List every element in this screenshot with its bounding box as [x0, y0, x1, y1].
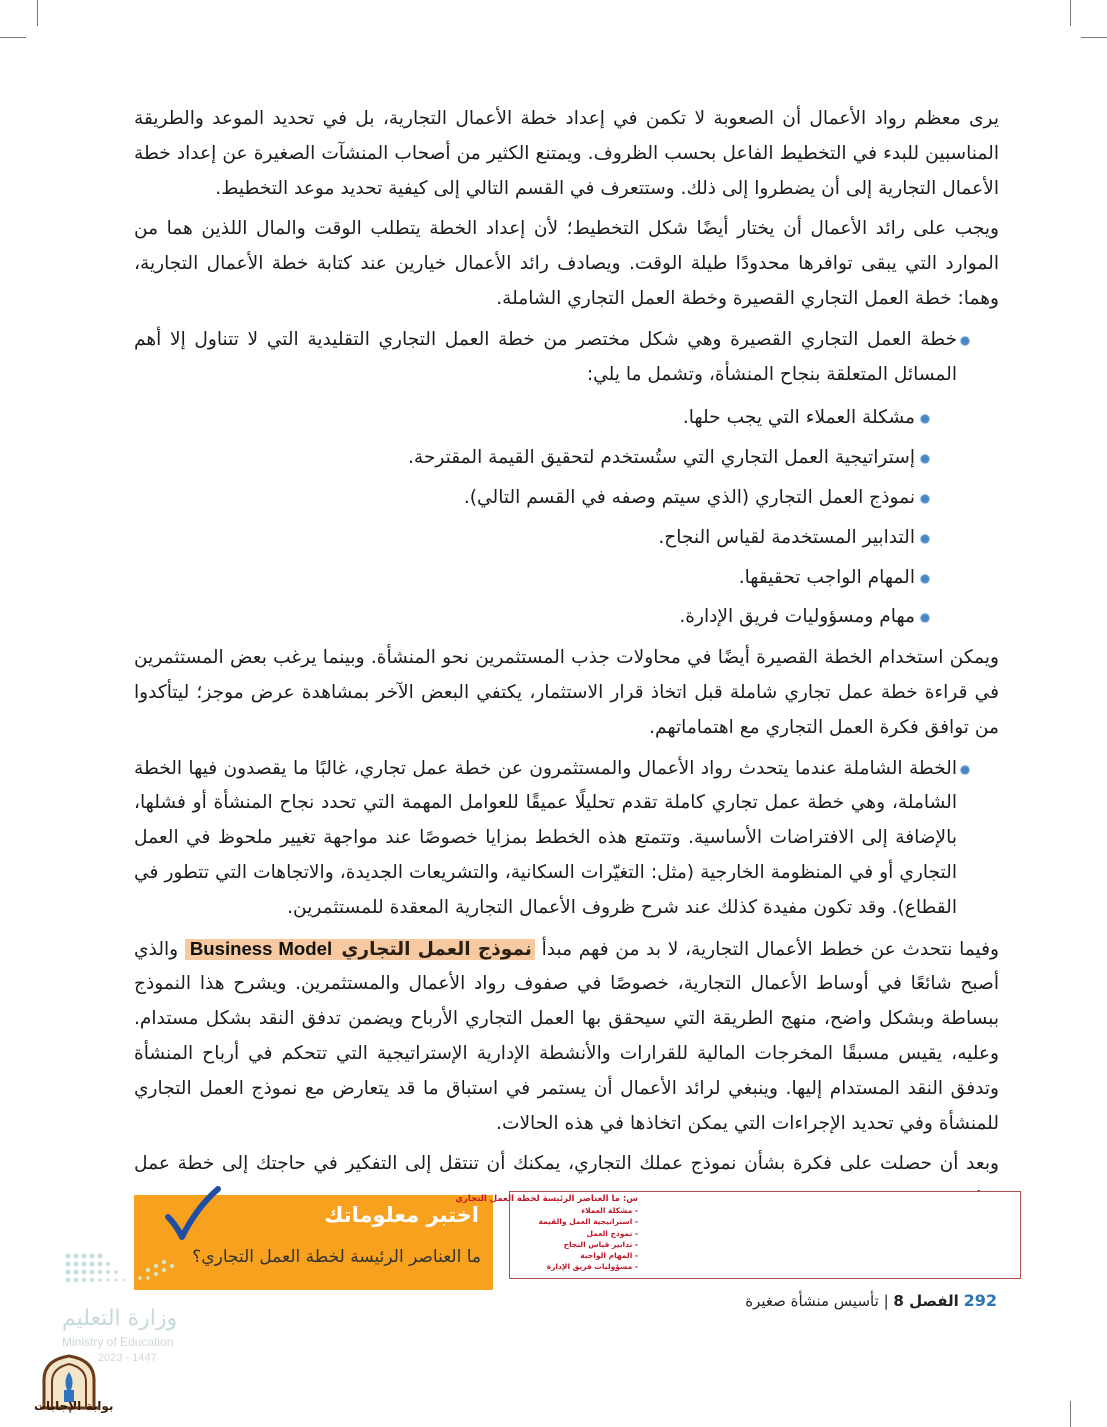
ministry-name-english: Ministry of Education [62, 1335, 174, 1349]
crop-mark-top-left-v [37, 0, 38, 26]
list-item: - نموذج العمل [586, 1228, 638, 1238]
bullet-icon [961, 766, 969, 774]
short-plan-items [134, 398, 999, 637]
list-item: - المهام الواجبة [580, 1251, 638, 1261]
checkmark-icon [162, 1183, 222, 1245]
chapter-title: تأسيس منشأة صغيرة [745, 1292, 879, 1310]
page-number: 292 [963, 1291, 997, 1310]
bullet-icon [921, 415, 929, 423]
answer-list [538, 1205, 638, 1273]
list-item: مهام ومسؤوليات فريق الإدارة. [134, 597, 999, 637]
bullet-short-plan [134, 323, 999, 393]
term-highlight: نموذج العمل التجاري Business Model [185, 939, 535, 960]
bullet-icon [921, 495, 929, 503]
ministry-year: 2023 - 1447 [98, 1352, 157, 1364]
bullet-icon [921, 614, 929, 622]
bullet-icon [961, 337, 969, 345]
crop-mark-top-right [1081, 37, 1107, 38]
quiz-question: ما العناصر الرئيسة لخطة العمل التجاري؟ [192, 1247, 481, 1267]
ministry-name-arabic: وزارة التعليم [62, 1306, 178, 1331]
list-item: - استراتيجية العمل والقيمة [538, 1217, 638, 1227]
crop-mark-top-left [0, 37, 26, 38]
paragraph-business-model: وفيما نتحدث عن خطط الأعمال التجارية، لا بد من فهم مبدأ نموذج العمل التجاري Business Model والذي أصبح شائعًا في أوساط الأعمال التجارية، خصوصًا في صفوف رواد الأعمال والمستثمرين. ويشرح هذا النموذج ببساطة وبشكل واضح، منهج الطريقة التي سيحقق بها العمل التجاري الأرباح ويضمن تدفق النقد بشكل مستدام. وعليه، يقيس مسبقًا المخرجات المالية للقرارات والأنشطة الإدارية الإستراتيجية التي تتحكم في أرباح المنشأة وتدفق النقد المستدام إليها. وينبغي لرائد الأعمال أن يستمر في استباق ما قد يتعارض مع نموذج العمل التجاري للمنشأة وفي تحديد الإجراءات التي يمكن اتخاذها في هذه الحالات. [134, 937, 999, 1134]
chapter-label: الفصل 8 [893, 1292, 959, 1310]
bullet-icon [921, 455, 929, 463]
bullet-full-plan [134, 752, 999, 926]
list-item: نموذج العمل التجاري (الذي سيتم وصفه في القسم التالي). [134, 478, 999, 518]
answers-site-label: بوابة الإجابات [34, 1399, 114, 1413]
bullet-icon [921, 575, 929, 583]
page-footer [745, 1291, 997, 1310]
page-body [134, 102, 999, 1223]
bullet-full-plan-text: الخطة الشاملة عندما يتحدث رواد الأعمال والمستثمرون عن خطة عمل تجاري، غالبًا ما يقصدون فيها الخطة الشاملة، وهي خطة عمل تجاري كاملة تقدم تحليلًا عميقًا للعوامل المهمة التي تحدد نجاح المنشأة أو فشلها، بالإضافة إلى الافتراضات الأساسية. وتتمتع هذه الخطط بمزايا خصوصًا عند مواجهة تغيير ملحوظ في العمل التجاري أو في المنظومة الخارجية (مثل: التغيّرات السكانية، والتشريعات الجديدة، والاتجاهات التي تتطور في القطاع). وقد تكون مفيدة كذلك عند شرح ظروف الأعمال التجارية المعقدة للمستثمرين. [134, 757, 957, 918]
list-item: المهام الواجب تحقيقها. [134, 558, 999, 598]
list-item: - تدابير قياس النجاح [563, 1239, 638, 1249]
quiz-title: اختبر معلوماتك [324, 1203, 479, 1227]
list-item: - مشكلة العملاء [581, 1206, 638, 1215]
answer-card [455, 1191, 1021, 1279]
paragraph-investors: ويمكن استخدام الخطة القصيرة أيضًا في محاولات جذب المستثمرين نحو المنشأة. وبينما يرغب بعض المستثمرين في قراءة خطة عمل تجاري شاملة قبل اتخاذ قرار الاستثمار، يكتفي البعض الآخر بمشاهدة عرض موجز؛ ليتأكدوا من توافق فكرة العمل التجاري مع اهتماماتهم. [134, 647, 999, 738]
paragraph-intro: يرى معظم رواد الأعمال أن الصعوبة لا تكمن في إعداد خطة الأعمال التجارية، بل في تحديد الموعد والطريقة المناسبين للبدء في التخطيط الفاعل بحسب الظروف. ويمتنع الكثير من أصحاب المنشآت الصغيرة عن إعداد خطة الأعمال التجارية إلى أن يضطروا إلى ذلك. وستتعرف في القسم التالي إلى كيفية تحديد موعد التخطيط. [134, 108, 999, 199]
bullet-short-plan-text: خطة العمل التجاري القصيرة وهي شكل مختصر من خطة العمل التجاري التقليدية التي لا تتناول إلا أهم المسائل المتعلقة بنجاح المنشأة، وتشمل ما يلي: [134, 328, 957, 385]
list-item: إستراتيجية العمل التجاري التي ستُستخدم لتحقيق القيمة المقترحة. [134, 438, 999, 478]
answer-question: س: ما العناصر الرئيسة لخطة العمل التجاري [455, 1194, 638, 1204]
term-english: Business Model [189, 937, 333, 959]
list-item: مشكلة العملاء التي يجب حلها. [134, 398, 999, 438]
paragraph-plan-forms: ويجب على رائد الأعمال أن يختار أيضًا شكل التخطيط؛ لأن إعداد الخطة يتطلب الوقت والمال اللذين هما من الموارد التي يبقى توافرها محدودًا طيلة الوقت. ويصادف رائد الأعمال خيارين عند كتابة خطة الأعمال التجارية، وهما: خطة العمل التجاري القصيرة وخطة العمل التجاري الشاملة. [134, 218, 999, 309]
crop-mark-bottom-right-v [1070, 1401, 1071, 1427]
list-item: - مسؤوليات فريق الإدارة [546, 1262, 638, 1272]
crop-mark-top-right-v [1070, 0, 1071, 26]
paragraph-closing: وبعد أن حصلت على فكرة بشأن نموذج عملك التجاري، يمكنك أن تنتقل إلى التفكير في حاجتك إلى خطة عمل [134, 1153, 999, 1175]
footer-separator: | [883, 1292, 889, 1310]
bullet-icon [921, 535, 929, 543]
list-item: التدابير المستخدمة لقياس النجاح. [134, 518, 999, 558]
